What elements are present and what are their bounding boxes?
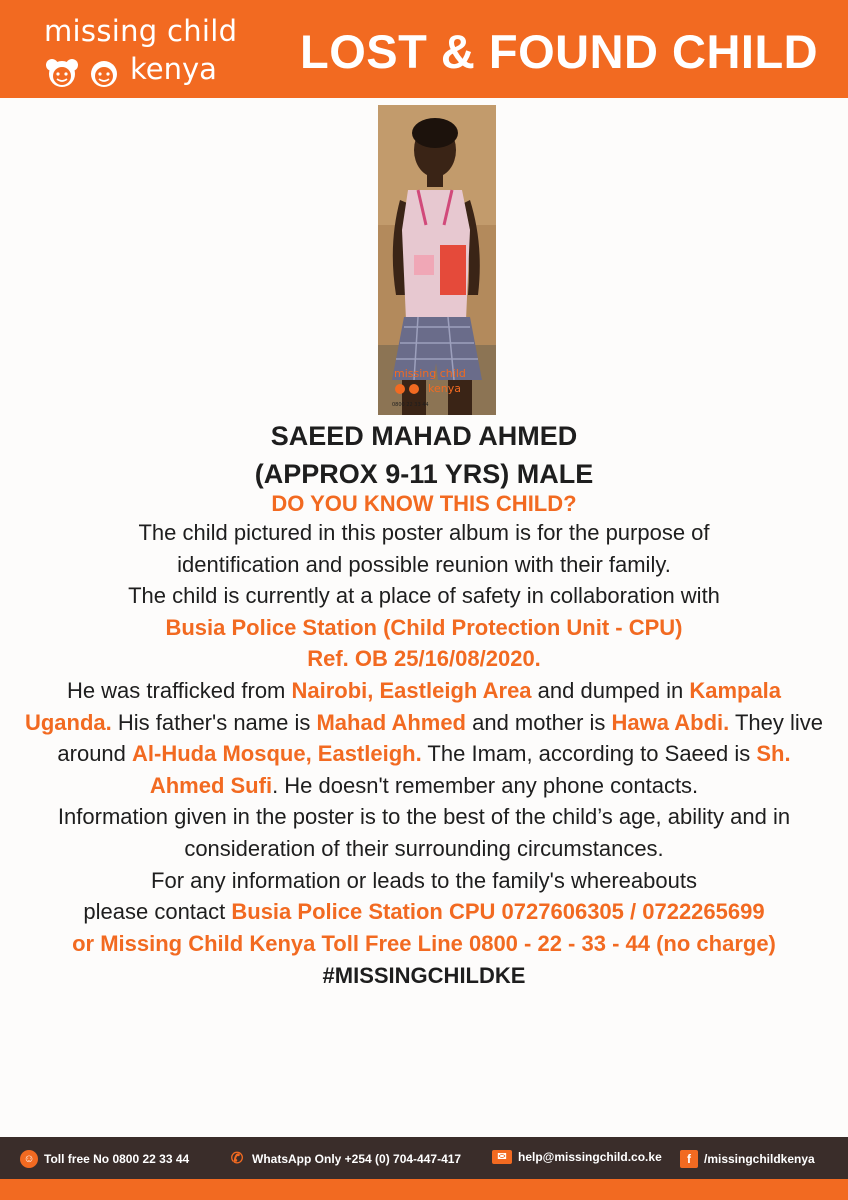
- photo-watermark-line1: missing child: [394, 367, 466, 380]
- header-banner: [0, 0, 848, 98]
- text-span: He was trafficked from: [66, 677, 292, 703]
- footer-accent-bar: [0, 1179, 848, 1200]
- text-span: please contact: [83, 899, 232, 925]
- leads-paragraph: For any information or leads to the family's whereabouts: [151, 867, 697, 893]
- children-faces-icon: ☺: [20, 1150, 38, 1168]
- question-heading: DO YOU KNOW THIS CHILD?: [271, 491, 577, 516]
- hashtag: #MISSINGCHILDKE: [322, 963, 526, 989]
- facebook-icon: f: [680, 1150, 698, 1168]
- logo-text-line1: missing child: [44, 14, 238, 48]
- text-span: The Imam, according to Saeed is: [421, 741, 757, 767]
- email-link[interactable]: help@missingchild.co.ke: [518, 1150, 662, 1164]
- text-span: They live around: [57, 709, 824, 767]
- text-span: His father's name is: [111, 709, 317, 735]
- text-span: and mother is: [466, 709, 612, 735]
- trafficking-paragraph: [0, 675, 848, 801]
- poster-content: [0, 418, 848, 993]
- whatsapp-contact: [228, 1150, 461, 1168]
- purpose-paragraph: The child pictured in this poster album is for the purpose of identification and possible reunion with their family.: [138, 520, 710, 577]
- police-phone-numbers: Busia Police Station CPU 0727606305 / 0722265699: [231, 899, 765, 925]
- footer-bar: [0, 1137, 848, 1179]
- text-span: . He doesn't remember any phone contacts.: [272, 772, 699, 798]
- text-span: and dumped in: [531, 677, 690, 703]
- imam-name: Sh. Ahmed Sufi: [149, 741, 791, 798]
- facebook-contact[interactable]: [680, 1150, 815, 1168]
- mother-name: Hawa Abdi.: [611, 709, 730, 735]
- child-photo: [378, 105, 496, 415]
- logo-text-line2: kenya: [130, 52, 217, 86]
- origin-location: Nairobi, Eastleigh Area: [291, 677, 532, 703]
- mosque-location: Al-Huda Mosque, Eastleigh.: [132, 741, 422, 767]
- phone-icon: ✆: [230, 1150, 244, 1167]
- dumped-location: Kampala Uganda.: [24, 677, 782, 735]
- tollfree-text: Toll free No 0800 22 33 44: [44, 1152, 190, 1166]
- tollfree-line-text: or Missing Child Kenya Toll Free Line 0800 - 22 - 33 - 44 (no charge): [72, 930, 776, 956]
- children-faces-icon: [42, 56, 130, 92]
- missing-child-kenya-logo: [30, 12, 250, 92]
- photo-watermark-phone: 0800 22 33 44: [392, 402, 429, 408]
- whatsapp-text: WhatsApp Only +254 (0) 704-447-417: [252, 1152, 462, 1166]
- facebook-link[interactable]: /missingchildkenya: [704, 1152, 815, 1166]
- contact-paragraph: [0, 896, 848, 928]
- tollfree-contact: [20, 1150, 189, 1168]
- safety-paragraph: The child is currently at a place of safety in collaboration with: [128, 583, 720, 609]
- child-age-gender: (APPROX 9-11 YRS) MALE: [254, 459, 594, 489]
- child-name: SAEED MAHAD AHMED: [270, 421, 578, 451]
- header-divider: [0, 98, 848, 101]
- police-station-name: Busia Police Station (Child Protection Unit - CPU): [165, 614, 683, 640]
- mail-icon: ✉: [492, 1150, 512, 1164]
- photo-watermark-line2: kenya: [428, 382, 461, 395]
- father-name: Mahad Ahmed: [316, 709, 466, 735]
- page-title: LOST & FOUND CHILD: [300, 25, 819, 78]
- disclaimer-paragraph: Information given in the poster is to the best of the child’s age, ability and in consideration of their surrounding circumstances.: [57, 804, 791, 861]
- email-contact[interactable]: [492, 1150, 662, 1164]
- reference-number: Ref. OB 25/16/08/2020.: [307, 646, 541, 672]
